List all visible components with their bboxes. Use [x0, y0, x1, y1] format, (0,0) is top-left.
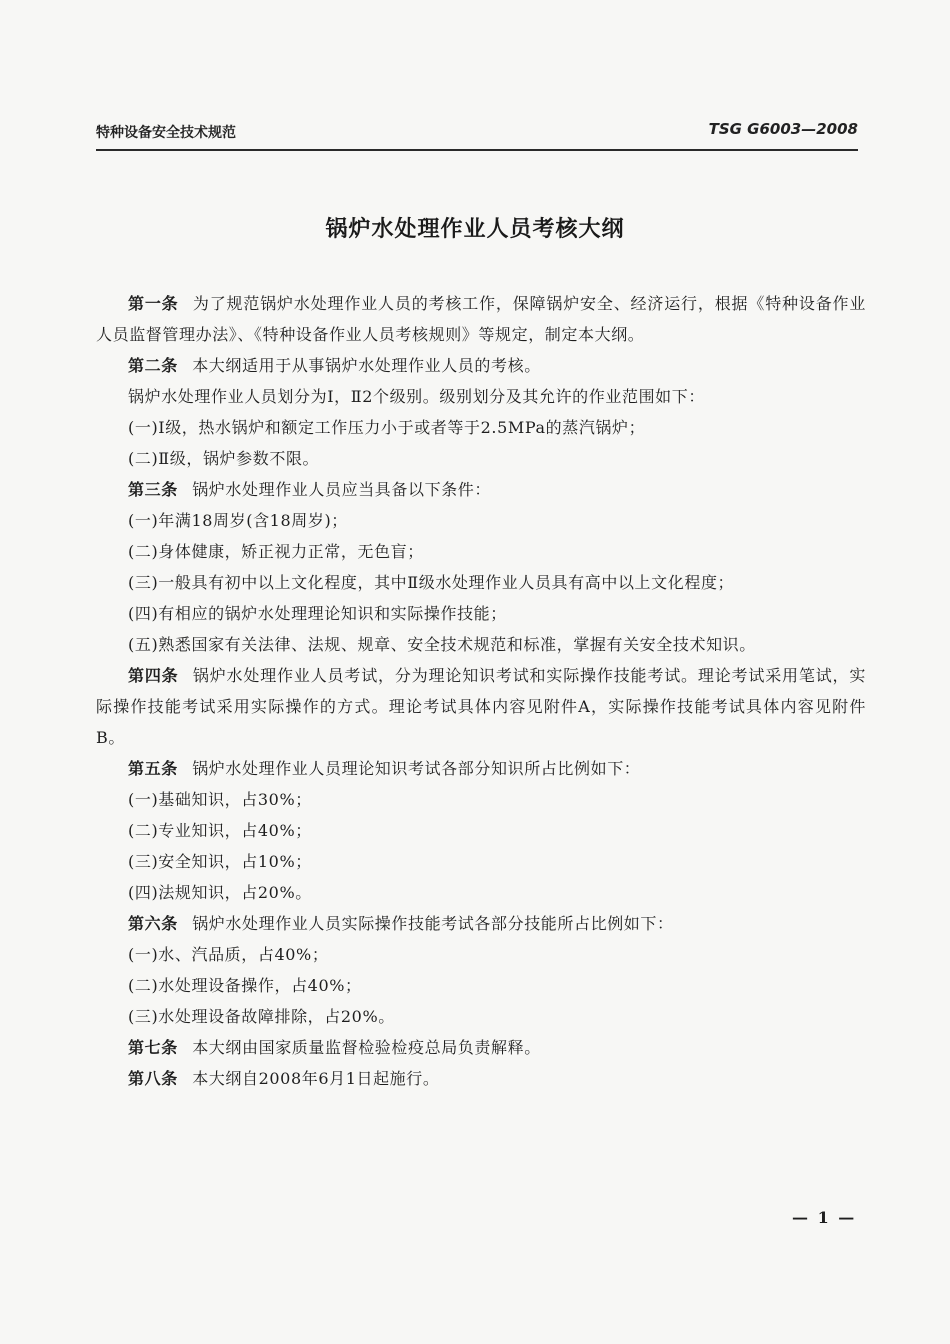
article-number: 第五条 [128, 759, 178, 778]
paragraph [96, 567, 866, 598]
running-header [96, 118, 858, 148]
paragraph [96, 1001, 866, 1032]
paragraph-text: 本大纲由国家质量监督检验检疫总局负责解释。 [192, 1038, 541, 1057]
paragraph [96, 629, 866, 660]
paragraph [96, 660, 866, 753]
paragraph [96, 908, 866, 939]
paragraph-text: 本大纲适用于从事锅炉水处理作业人员的考核。 [192, 356, 541, 375]
paragraph-text: 锅炉水处理作业人员划分为Ⅰ，Ⅱ2个级别。级别划分及其允许的作业范围如下： [128, 387, 705, 406]
paragraph-text: (二)Ⅱ级，锅炉参数不限。 [128, 449, 320, 468]
paragraph-text: (三)水处理设备故障排除，占20%。 [128, 1007, 395, 1026]
paragraph-text: 锅炉水处理作业人员考试，分为理论知识考试和实际操作技能考试。理论考试采用笔试，实际操作技能考试采用实际操作的方式。理论考试具体内容见附件A，实际操作技能考试具体内容见附件B。 [96, 666, 866, 747]
page-number: — 1 — [792, 1208, 857, 1227]
paragraph-text: 为了规范锅炉水处理作业人员的考核工作，保障锅炉安全、经济运行，根据《特种设备作业人员监督管理办法》、《特种设备作业人员考核规则》等规定，制定本大纲。 [96, 294, 866, 344]
paragraph-text: 本大纲自2008年6月1日起施行。 [192, 1069, 440, 1088]
paragraph-text: (二)身体健康，矫正视力正常，无色盲； [128, 542, 424, 561]
paragraph-text: (二)水处理设备操作，占40%； [128, 976, 362, 995]
document-body [96, 288, 866, 1094]
paragraph [96, 381, 866, 412]
document-title: 锅炉水处理作业人员考核大纲 [325, 217, 625, 242]
paragraph [96, 1032, 866, 1063]
paragraph [96, 505, 866, 536]
header-spec-category: 特种设备安全技术规范 [96, 125, 236, 141]
header-standard-code: TSG G6003—2008 [708, 120, 858, 138]
paragraph-text: (三)安全知识，占10%； [128, 852, 312, 871]
paragraph-text: 锅炉水处理作业人员应当具备以下条件： [192, 480, 492, 499]
paragraph-text: (五)熟悉国家有关法律、法规、规章、安全技术规范和标准，掌握有关安全技术知识。 [128, 635, 756, 654]
paragraph [96, 970, 866, 1001]
paragraph-text: (四)有相应的锅炉水处理理论知识和实际操作技能； [128, 604, 507, 623]
paragraph [96, 939, 866, 970]
paragraph [96, 443, 866, 474]
paragraph-text: (一)基础知识，占30%； [128, 790, 312, 809]
paragraph-text: (三)一般具有初中以上文化程度，其中Ⅱ级水处理作业人员具有高中以上文化程度； [128, 573, 735, 592]
paragraph-text: (四)法规知识，占20%。 [128, 883, 312, 902]
article-number: 第八条 [128, 1069, 178, 1088]
article-number: 第四条 [128, 666, 179, 685]
paragraph [96, 350, 866, 381]
paragraph-text: 锅炉水处理作业人员理论知识考试各部分知识所占比例如下： [192, 759, 641, 778]
paragraph [96, 815, 866, 846]
paragraph [96, 288, 866, 350]
paragraph-text: (二)专业知识，占40%； [128, 821, 312, 840]
paragraph [96, 846, 866, 877]
paragraph-text: (一)Ⅰ级，热水锅炉和额定工作压力小于或者等于2.5MPa的蒸汽锅炉； [128, 418, 646, 437]
paragraph-text: 锅炉水处理作业人员实际操作技能考试各部分技能所占比例如下： [192, 914, 674, 933]
article-number: 第七条 [128, 1038, 178, 1057]
paragraph [96, 598, 866, 629]
paragraph-text: (一)年满18周岁(含18周岁)； [128, 511, 348, 530]
article-number: 第二条 [128, 356, 178, 375]
paragraph-text: (一)水、汽品质，占40%； [128, 945, 329, 964]
article-number: 第三条 [128, 480, 178, 499]
paragraph [96, 877, 866, 908]
header-rule [96, 149, 858, 151]
paragraph [96, 753, 866, 784]
paragraph [96, 412, 866, 443]
article-number: 第一条 [128, 294, 179, 313]
paragraph [96, 536, 866, 567]
article-number: 第六条 [128, 914, 178, 933]
paragraph [96, 1063, 866, 1094]
paragraph [96, 474, 866, 505]
paragraph [96, 784, 866, 815]
